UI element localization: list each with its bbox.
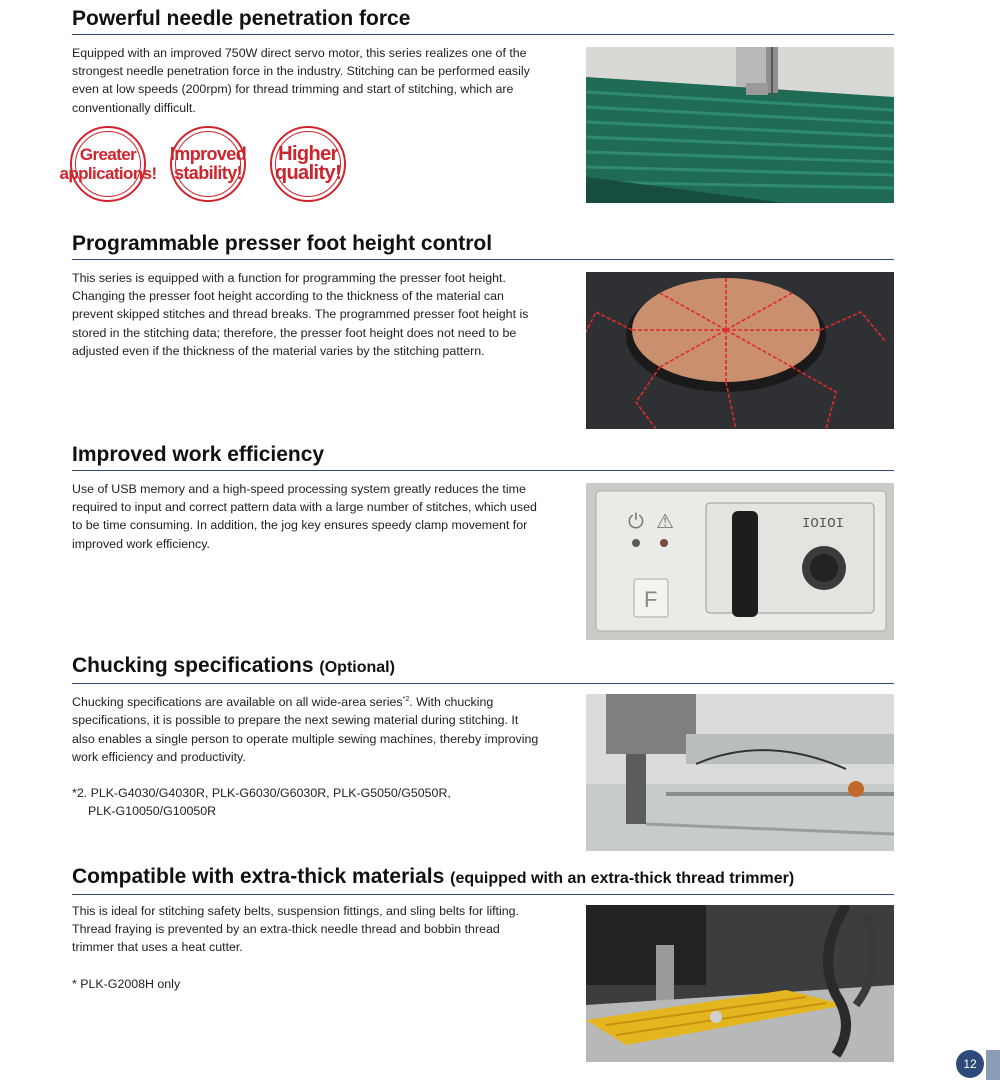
section-title: Programmable presser foot height control: [72, 231, 894, 260]
badge-greater-applications: Greater applications!: [70, 126, 146, 202]
section-title: Powerful needle penetration force: [72, 6, 894, 35]
photo-green-webbing: [586, 47, 894, 203]
power-icon: ⏻: [628, 509, 644, 533]
f-key-label: F: [644, 587, 658, 612]
badge-improved-stability: Improved stability!: [170, 126, 246, 202]
section-body: Use of USB memory and a high-speed processing system greatly reduces the time required to input and correct pattern data with a large number of stitches, which used to be time consuming. In addition, the jog key ensures speedy clamp movement for improved work efficiency.: [72, 482, 537, 551]
badge-higher-quality: Higher quality!: [270, 126, 346, 202]
photo-control-panel: [586, 483, 894, 640]
section-body: This series is equipped with a function for programming the presser foot height. Changing the presser foot height according to the thickness of the material can prevent skipped stitches and thread breaks. The programmed presser foot height is stored in the stitching data; therefore, the presser foot height does not need to be adjusted even if the thickness of the material varies by the stitching pattern.: [72, 271, 529, 358]
section-title: Improved work efficiency: [72, 442, 894, 471]
photo-chucking-machine: [586, 694, 894, 851]
photo-extra-thick-belt: [586, 905, 894, 1062]
section-body: Equipped with an improved 750W direct servo motor, this series realizes one of the strongest needle penetration force in the industry. Stitching can be performed easily even at low speeds (200rpm) for thread trimming and start of stitching, which are conventionally difficult.: [72, 46, 530, 115]
section-presser-foot: [72, 231, 894, 358]
jog-key: [732, 511, 758, 617]
section-extra-thick: [72, 864, 894, 991]
page-number: 12: [956, 1050, 984, 1078]
section-title: Chucking specifications (Optional): [72, 653, 894, 684]
warning-icon: ⚠: [656, 509, 674, 533]
page-tab: [986, 1050, 1000, 1080]
section-needle-force: [59, 6, 894, 184]
section-chucking: [72, 653, 894, 819]
section-body: Chucking specifications are available on all wide-area series$^{*2}$. With chucking specifications, it is possible to prepare the next sewing material during stitching. It also enables a single person to operate multiple sewing machines, thereby improving work efficiency and productivity. *2. PLK-G4030/G4030R, PLK-G6030/G6030R, PLK-G5050/G5050R, PLK-G10050/G10050R: [72, 691, 542, 820]
section-title: Compatible with extra-thick materials (equipped with an extra-thick thread trimmer): [72, 864, 894, 895]
usb-icon: IOIOI: [802, 516, 845, 532]
footnote: * PLK-G2008H only: [72, 976, 181, 991]
section-work-efficiency: [72, 442, 894, 612]
footnote: *2. PLK-G4030/G4030R, PLK-G6030/G6030R, PLK-G5050/G5050R,: [72, 785, 451, 800]
footnote-cont: PLK-G10050/G10050R: [88, 804, 217, 819]
section-body: This is ideal for stitching safety belts, suspension fittings, and sling belts for lifting. Thread fraying is prevented by an extra-thick needle thread and bobbin thread trimmer that uses a heat cutter. * PLK-G2008H only: [72, 902, 542, 993]
photo-leather-disc: [586, 272, 894, 429]
benefit-badges: [59, 126, 360, 206]
